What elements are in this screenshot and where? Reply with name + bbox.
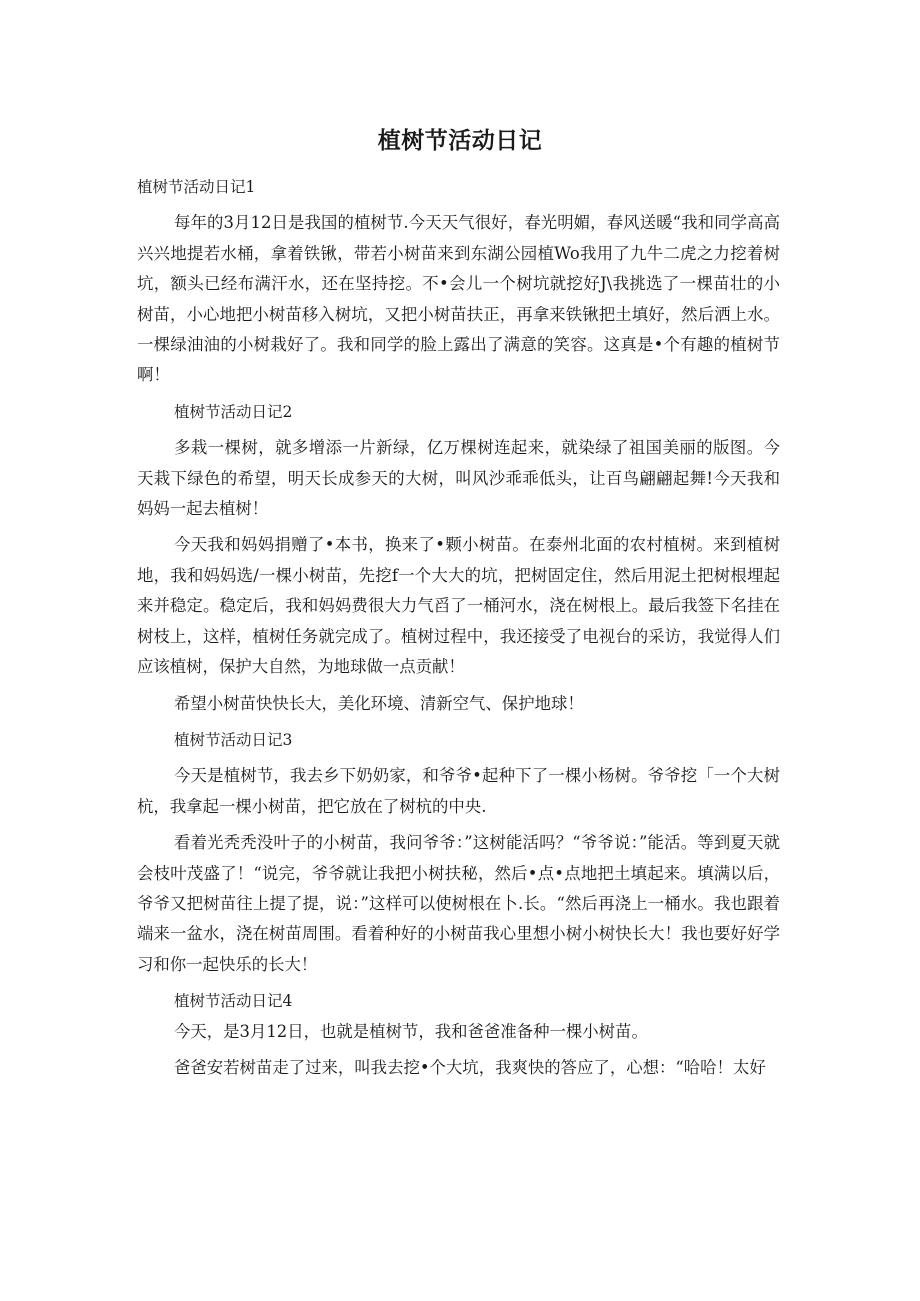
section-2-paragraph-2: 今天我和妈妈捐赠了•本书，换来了•颗小树苗。在泰州北面的农村植树。来到植树地，我和妈妈选/一棵小树苗，先挖f一个大大的坑，把树固定住，然后用泥土把树根埋起来并稳定。稳定后，我和妈妈费很大力气舀了一桶河水，浇在树根上。最后我签下名挂在树枝上，这样，植树任务就完成了。植树过程中，我还接受了电视台的采访，我觉得人们应该植树，保护大自然，为地球做一点贡献！ bbox=[137, 535, 780, 677]
section-3-paragraph-1: 今天是植树节，我去乡下奶奶家，和爷爷•起种下了一棵小杨树。爷爷挖「一个大树杭，我拿起一棵小树苗，把它放在了树杭的中央. bbox=[137, 766, 780, 816]
document-title: 植树节活动日记 bbox=[377, 128, 543, 154]
section-4-paragraph-1: 今天，是3月12日，也就是植树节，我和爸爸准备种一棵小树苗。 bbox=[174, 1021, 648, 1041]
section-1-paragraph-1: 每年的3月12日是我国的植树节.今天天气很好，春光明媚，春风送暖“我和同学高高兴兴地提若水桶，拿着铁锹，带若小树苗来到东湖公园植Wo我用了九牛二虎之力挖着树坑，额头已经布满汗水，还在坚持挖。不•会儿一个树坑就挖好J\我挑选了一棵苗壮的小树苗，小心地把小树苗移入树坑，又把小树苗扶正，再拿来铁锹把土填好，然后洒上水。一棵绿油油的小树栽好了。我和同学的脸上露出了满意的笑容。这真是•个有趣的植树节啊！ bbox=[137, 213, 780, 385]
section-heading-1: 植树节活动日记1 bbox=[137, 178, 256, 196]
section-4-paragraph-2: 爸爸安若树苗走了过来，叫我去挖•个大坑，我爽快的答应了，心想：“哈哈！太好 bbox=[174, 1057, 766, 1077]
section-heading-4: 植树节活动日记4 bbox=[174, 992, 293, 1011]
section-heading-3: 植树节活动日记3 bbox=[174, 730, 293, 749]
section-2-paragraph-3: 希望小树苗快快长大，美化环境、清新空气、保护地球！ bbox=[174, 693, 584, 713]
document-body bbox=[137, 172, 780, 1089]
section-3-paragraph-2: 看着光秃秃没叶子的小树苗，我问爷爷：”这树能活吗？“爷爷说：”能活。等到夏天就会枝叶茂盛了！“说完，爷爷就让我把小树扶秘，然后•点•点地把土填起来。填满以后，爷爷又把树苗往上提了提，说：”这样可以使树根在卜.长。“然后再浇上一桶水。我也跟着端来一盆水，浇在树苗周围。看着种好的小树苗我心里想小树小树快长大！我也要好好学习和你一起快乐的长大！ bbox=[137, 833, 780, 974]
section-2-paragraph-1: 多栽一棵树，就多增添一片新绿，亿万棵树连起来，就染绿了祖国美丽的版图。今天栽下绿色的希望，明天长成参天的大树，叫风沙乖乖低头，让百鸟翩翩起舞!今天我和妈妈一起去植树！ bbox=[137, 438, 780, 519]
section-heading-2: 植树节活动日记2 bbox=[174, 402, 293, 421]
